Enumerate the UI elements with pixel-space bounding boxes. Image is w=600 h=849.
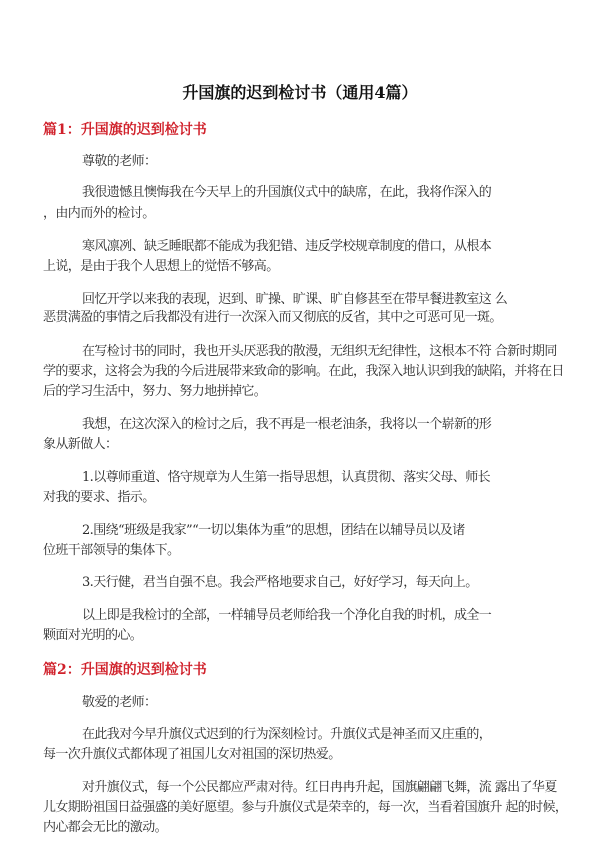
paragraph-line: 颗面对光明的心。	[43, 628, 143, 643]
paragraph-line: 我很遗憾且懊悔我在今天早上的升国旗仪式中的缺席，在此，我将作深入的	[82, 185, 492, 200]
paragraph-line: 3.天行健，君当自强不息。我会严格地要求自己，好好学习，每天向上。	[82, 575, 478, 590]
paragraph-line: 尊敬的老师：	[82, 154, 157, 169]
paragraph-line: 在写检讨书的同时，我也开头厌恶我的散漫，无组织无纪律性，这根本不符 合新时期同	[82, 344, 557, 359]
paragraph-line: 以上即是我检讨的全部，一样辅导员老师给我一个净化自我的时机，成全一	[82, 608, 492, 623]
paragraph-line: 学的要求，这将会为我的今后进展带来致命的影响。在此，我深入地认识到我的缺陷，并将在日	[43, 364, 564, 379]
paragraph-line: 在此我对今早升旗仪式迟到的行为深刻检讨。升旗仪式是神圣而又庄重的，	[82, 727, 492, 742]
paragraph-line: 寒风凛冽、缺乏睡眠都不能成为我犯错、违反学校规章制度的借口，从根本	[82, 239, 492, 254]
paragraph-line: 1.以尊师重道、恪守规章为人生第一指导思想，认真贯彻、落实父母、师长	[82, 470, 491, 485]
paragraph-line: 象从新做人：	[43, 437, 118, 452]
paragraph-line: 对升旗仪式，每一个公民都应严肃对待。红日冉冉升起，国旗翩翩飞舞，流 露出了华夏	[82, 780, 557, 795]
paragraph-line: 上说，是由于我个人思想上的觉悟不够高。	[43, 259, 279, 274]
paragraph-line: 我想，在这次深入的检讨之后，我不再是一根老油条，我将以一个崭新的形	[82, 417, 492, 432]
paragraph-line: 回忆开学以来我的表现，迟到、旷操、旷课、旷自修甚至在带早餐进教室这 么	[82, 292, 508, 307]
paragraph-line: 后的学习生活中，努力、努力地拼掉它。	[43, 384, 267, 399]
section-heading: 篇2：升国旗的迟到检讨书	[43, 662, 207, 678]
paragraph-line: 每一次升旗仪式都体现了祖国儿女对祖国的深切热爱。	[43, 747, 341, 762]
paragraph-line: 位班干部领导的集体下。	[43, 543, 180, 558]
paragraph-line: 敬爱的老师：	[82, 695, 157, 710]
document-title: 升国旗的迟到检讨书（通用4篇）	[182, 83, 418, 102]
paragraph-line: 恶贯满盈的事情之后我都没有进行一次深入而又彻底的反省，其中之可恶可见一斑。	[43, 310, 502, 325]
paragraph-line: 儿女期盼祖国日益强盛的美好愿望。参与升旗仪式是荣幸的，每一次，当看着国旗升 起的时候，	[43, 800, 568, 815]
paragraph-line: ，由内而外的检讨。	[43, 206, 155, 221]
paragraph-line: 内心都会无比的激动。	[43, 820, 168, 835]
paragraph-line: 2.围绕“班级是我家”“一切以集体为重”的思想，团结在以辅导员以及诸	[82, 523, 465, 538]
paragraph-line: 对我的要求、指示。	[43, 490, 155, 505]
section-heading: 篇1：升国旗的迟到检讨书	[43, 122, 207, 138]
